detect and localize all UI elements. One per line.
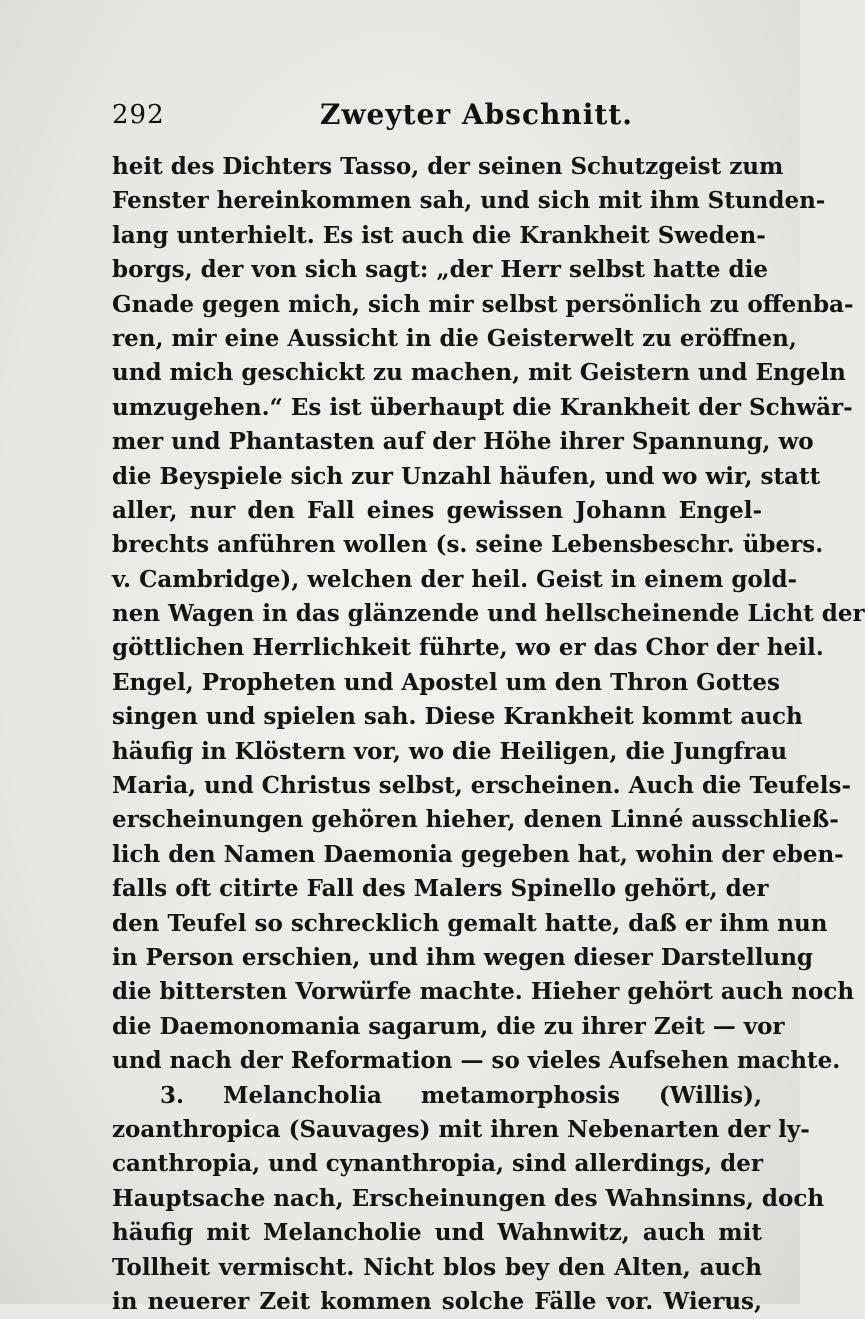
text-line: häufig mit Melancholie und Wahnwitz, auch mit xyxy=(112,1219,762,1247)
text-line: die Daemonomania sagarum, die zu ihrer Zeit — vor xyxy=(112,1012,785,1040)
text-line: zoanthropica (Sauvages) mit ihren Nebenarten der ly- xyxy=(112,1115,810,1143)
text-line: erscheinungen gehören hieher, denen Linné ausschließ- xyxy=(112,806,839,834)
text-line: heit des Dichters Tasso, der seinen Schutzgeist zum xyxy=(112,153,784,180)
text-line: Engel, Propheten und Apostel um den Thron Gottes xyxy=(112,668,780,696)
text-line: häufig in Klöstern vor, wo die Heiligen, die Jungfrau xyxy=(112,737,788,765)
body-text xyxy=(112,150,865,1319)
text-line: Gnade gegen mich, sich mir selbst persönlich zu offenba- xyxy=(112,290,854,318)
text-line: in Person erschien, und ihm wegen dieser Darstellung xyxy=(112,943,813,971)
text-line: falls oft citirte Fall des Malers Spinello gehört, der xyxy=(112,875,769,903)
text-line: lich den Namen Daemonia gegeben hat, wohin der eben- xyxy=(112,840,844,868)
text-line: singen und spielen sah. Diese Krankheit kommt auch xyxy=(112,703,803,731)
text-line: umzugehen.“ Es ist überhaupt die Krankheit der Schwär- xyxy=(112,393,853,421)
text-line: Tollheit vermischt. Nicht blos bey den Alten, auch xyxy=(112,1253,762,1281)
text-line: v. Cambridge), welchen der heil. Geist in einem gold- xyxy=(112,565,798,593)
text-line: Maria, und Christus selbst, erscheinen. Auch die Teufels- xyxy=(112,772,852,800)
page-number: 292 xyxy=(112,100,165,130)
text-line: brechts anführen wollen (s. seine Lebensbeschr. übers. xyxy=(112,531,824,559)
text-line: den Teufel so schrecklich gemalt hatte, daß er ihm nun xyxy=(112,909,828,937)
text-line: und mich geschickt zu machen, mit Geistern und Engeln xyxy=(112,359,846,387)
text-line: die bittersten Vorwürfe machte. Hieher gehört auch noch xyxy=(112,978,855,1006)
text-line: canthropia, und cynanthropia, sind allerdings, der xyxy=(112,1150,764,1178)
text-line: die Beyspiele sich zur Unzahl häufen, und wo wir, statt xyxy=(112,462,821,490)
text-line: 3. Melancholia metamorphosis (Willis), xyxy=(160,1081,762,1109)
text-line: und nach der Reformation — so vieles Aufsehen machte. xyxy=(112,1047,841,1075)
text-line: nen Wagen in das glänzende und hellscheinende Licht der xyxy=(112,600,865,628)
text-line: in neuerer Zeit kommen solche Fälle vor. Wierus, xyxy=(112,1287,762,1315)
text-line: lang unterhielt. Es ist auch die Krankheit Sweden- xyxy=(112,221,766,249)
page-header xyxy=(112,94,762,140)
text-line: ren, mir eine Aussicht in die Geisterwelt zu eröffnen, xyxy=(112,324,797,352)
text-line: aller, nur den Fall eines gewissen Johann Engel- xyxy=(112,496,762,524)
text-line: Hauptsache nach, Erscheinungen des Wahnsinns, doch xyxy=(112,1184,825,1212)
text-line: mer und Phantasten auf der Höhe ihrer Spannung, wo xyxy=(112,428,814,456)
text-line: göttlichen Herrlichkeit führte, wo er das Chor der heil. xyxy=(112,634,824,662)
running-head: Zweyter Abschnitt. xyxy=(320,98,633,131)
text-line: Fenster hereinkommen sah, und sich mit ihm Stunden- xyxy=(112,187,826,215)
text-line: borgs, der von sich sagt: „der Herr selbst hatte die xyxy=(112,256,768,284)
